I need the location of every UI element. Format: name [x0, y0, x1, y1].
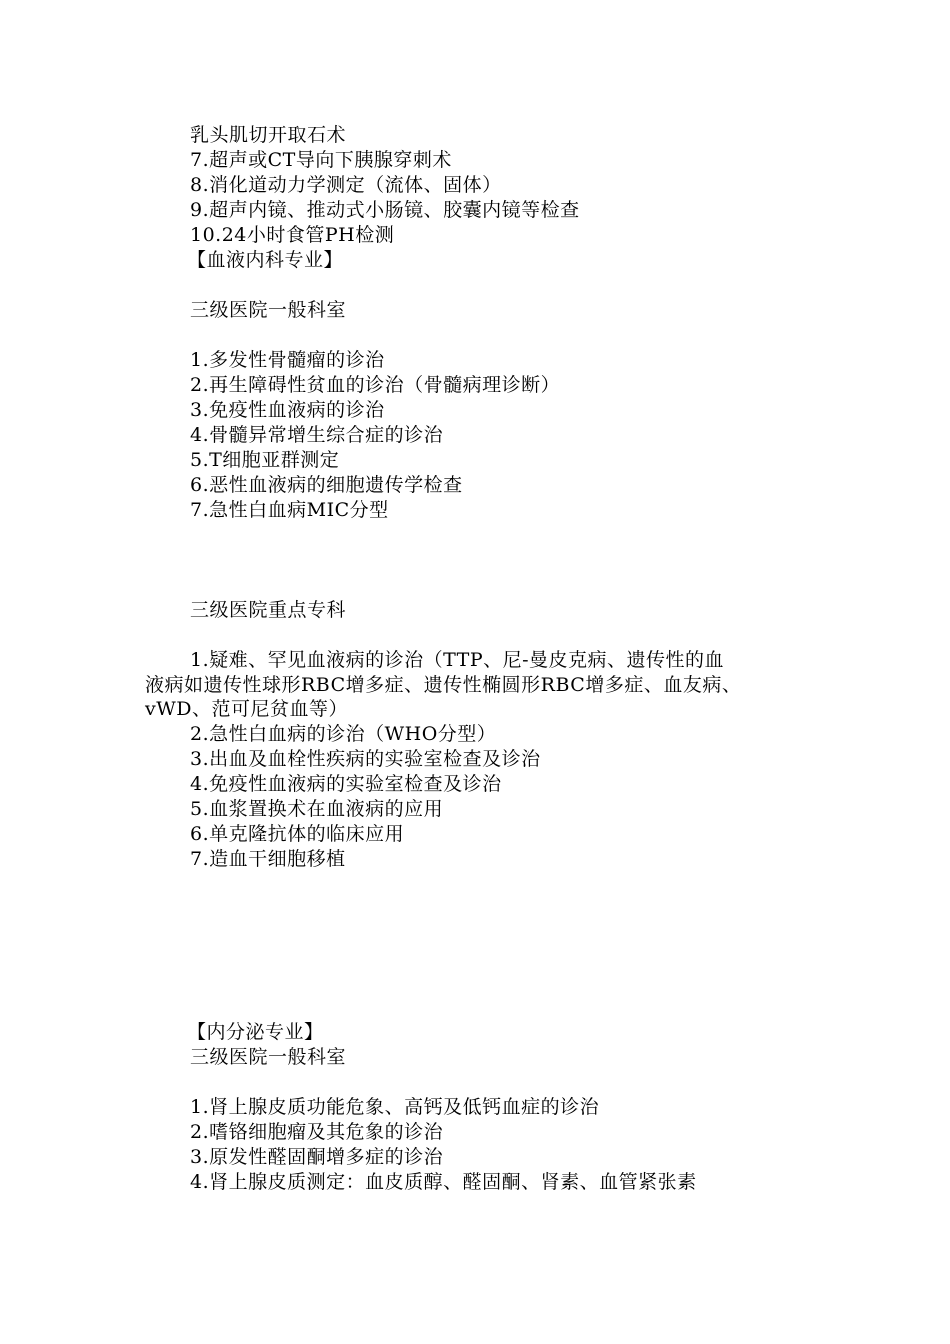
list-item: 7.造血干细胞移植 — [190, 848, 346, 870]
list-item: 7.超声或CT导向下胰腺穿刺术 — [190, 149, 452, 171]
list-item: 4.肾上腺皮质测定：血皮质醇、醛固酮、肾素、血管紧张素 — [190, 1171, 697, 1193]
section-heading: 【血液内科专业】 — [187, 249, 344, 271]
list-item: 3.原发性醛固酮增多症的诊治 — [190, 1146, 444, 1168]
list-item: 4.免疫性血液病的实验室检查及诊治 — [190, 773, 502, 795]
list-item-continuation: 液病如遗传性球形RBC增多症、遗传性椭圆形RBC增多症、血友病、 — [145, 674, 742, 696]
subsection-title: 三级医院一般科室 — [190, 1046, 347, 1068]
list-item: 1.多发性骨髓瘤的诊治 — [190, 349, 385, 371]
list-item: 3.出血及血栓性疾病的实验室检查及诊治 — [190, 748, 541, 770]
list-item: 2.再生障碍性贫血的诊治（骨髓病理诊断） — [190, 374, 561, 396]
list-item: 9.超声内镜、推动式小肠镜、胶囊内镜等检查 — [190, 199, 580, 221]
list-item: 5.T细胞亚群测定 — [190, 449, 340, 471]
list-item: 6.单克隆抗体的临床应用 — [190, 823, 405, 845]
subsection-title: 三级医院重点专科 — [190, 599, 347, 621]
list-item: 6.恶性血液病的细胞遗传学检查 — [190, 474, 463, 496]
list-item: 2.急性白血病的诊治（WHO分型） — [190, 723, 497, 745]
list-item-continuation: vWD、范可尼贫血等） — [145, 698, 348, 720]
list-item: 乳头肌切开取石术 — [190, 124, 347, 146]
subsection-title: 三级医院一般科室 — [190, 299, 347, 321]
list-item: 1.肾上腺皮质功能危象、高钙及低钙血症的诊治 — [190, 1096, 600, 1118]
list-item: 4.骨髓异常增生综合症的诊治 — [190, 424, 444, 446]
list-item: 10.24小时食管PH检测 — [190, 224, 395, 246]
list-item: 1.疑难、罕见血液病的诊治（TTP、尼-曼皮克病、遗传性的血 — [190, 649, 725, 671]
list-item: 7.急性白血病MIC分型 — [190, 499, 389, 521]
list-item: 8.消化道动力学测定（流体、固体） — [190, 174, 502, 196]
list-item: 3.免疫性血液病的诊治 — [190, 399, 385, 421]
list-item: 5.血浆置换术在血液病的应用 — [190, 798, 444, 820]
section-heading: 【内分泌专业】 — [187, 1021, 324, 1043]
list-item: 2.嗜铬细胞瘤及其危象的诊治 — [190, 1121, 444, 1143]
